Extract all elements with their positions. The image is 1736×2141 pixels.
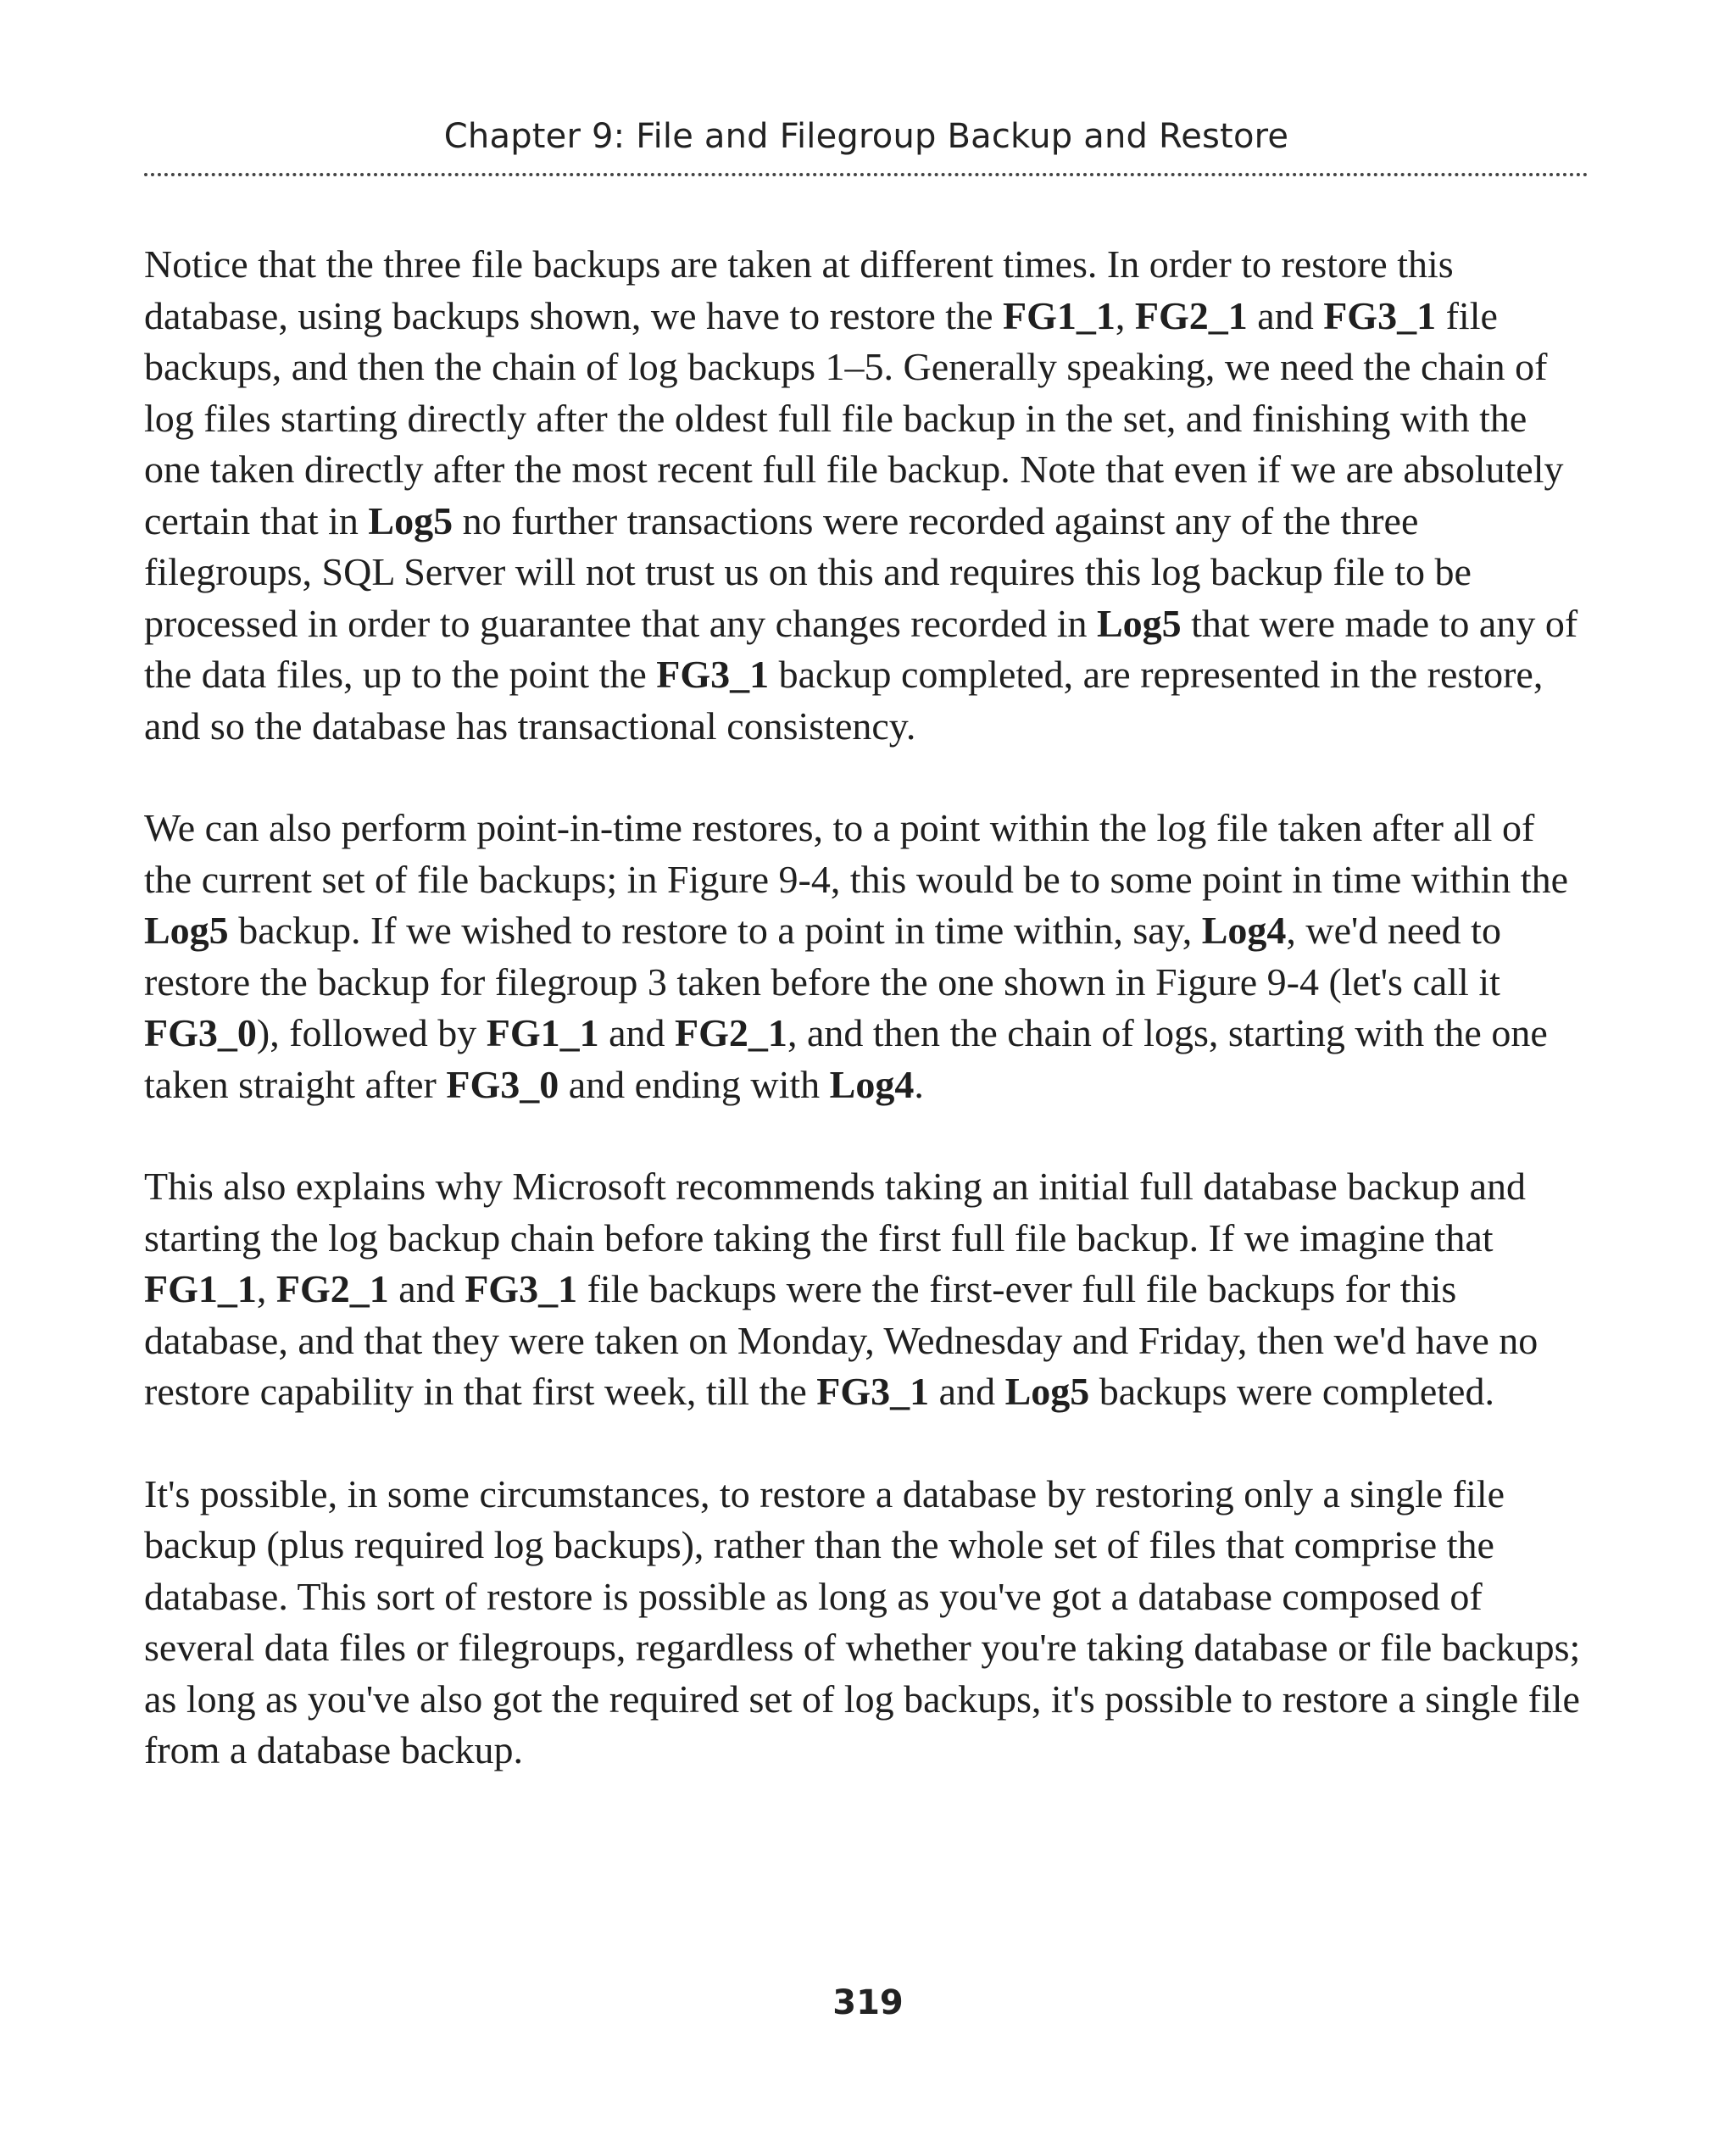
paragraph [144,239,1589,752]
text-run: no further transactions were recorded against any of the three filegroups, SQL Server will not trust us on this and requires this log backup file to be processed in order to guarantee that any changes recorded in [144,498,1472,645]
bold-term: FG3_0 [446,1062,559,1106]
text-run: ), followed by [256,1011,487,1054]
text-run: and [1247,293,1324,337]
bold-term: Log4 [829,1062,915,1106]
bold-term: Log5 [144,909,229,952]
text-run: backups were completed. [1089,1370,1494,1413]
paragraph [144,1469,1589,1777]
bold-term: FG1_1 [1003,293,1116,337]
text-run: , [256,1267,276,1310]
bold-term: FG3_1 [816,1370,930,1413]
bold-term: FG3_1 [656,653,770,696]
text-run: and [388,1267,465,1310]
text-run: and [598,1011,676,1054]
bold-term: FG3_1 [1323,293,1437,337]
text-run: and ending with [559,1062,830,1106]
bold-term: FG1_1 [486,1011,599,1054]
text-run: . [914,1062,924,1106]
bold-term: FG1_1 [144,1267,257,1310]
page-number: 319 [832,1983,904,2022]
body-text [144,239,1589,1827]
text-run: , and then the chain of logs, starting with the one taken straight after [144,1011,1548,1106]
text-run: Notice that the three file backups are taken at different times. In order to restore this database, using backups shown, we have to restore the [144,242,1454,337]
bold-term: FG3_1 [465,1267,578,1310]
text-run: backup completed, are represented in the restore, and so the database has transactional consistency. [144,653,1544,748]
bold-term: FG3_0 [144,1011,257,1054]
paragraph [144,1161,1589,1418]
header-divider [144,173,1589,176]
text-run: This also explains why Microsoft recommends taking an initial full database backup and starting the log backup chain before taking the first full file backup. If we imagine that [144,1165,1527,1260]
text-run: and [929,1370,1005,1413]
text-run: It's possible, in some circumstances, to restore a database by restoring only a single file backup (plus required log backups), rather than the whole set of files that comprise the database. This sort of restore is possible as long as you've got a database composed of several data files or filegroups, regardless of whether you're taking database or file backups; as long as you've also got the required set of log backups, it's possible to restore a single file from a database backup. [144,1471,1581,1771]
running-header: Chapter 9: File and Filegroup Backup and Restore [443,117,1289,156]
text-run: We can also perform point-in-time restores, to a point within the log file taken after all of the current set of file backups; in Figure 9-4, this would be to some point in time within the [144,806,1568,901]
text-run: , [1115,293,1135,337]
bold-term: FG2_1 [675,1011,787,1054]
bold-term: Log5 [368,498,453,542]
bold-term: Log4 [1201,909,1287,952]
bold-term: FG2_1 [1134,293,1248,337]
paragraph [144,803,1589,1110]
bold-term: FG2_1 [275,1267,389,1310]
bold-term: Log5 [1004,1370,1090,1413]
text-run: file backups, and then the chain of log backups 1–5. Generally speaking, we need the chain of log files starting directly after the oldest full file backup in the set, and finishing with the one taken directly after the most recent full file backup. Note that even if we are absolutely certain that in [144,293,1564,542]
text-run: file backups were the first-ever full file backups for this database, and that they were taken on Monday, Wednesday and Friday, then we'd have no restore capability in that first week, till the [144,1267,1538,1413]
bold-term: Log5 [1096,601,1182,645]
text-run: , we'd need to restore the backup for filegroup 3 taken before the one shown in Figure 9-4 (let's call it [144,909,1501,1004]
text-run: backup. If we wished to restore to a point in time within, say, [228,909,1202,952]
text-run: that were made to any of the data files, up to the point the [144,601,1578,696]
